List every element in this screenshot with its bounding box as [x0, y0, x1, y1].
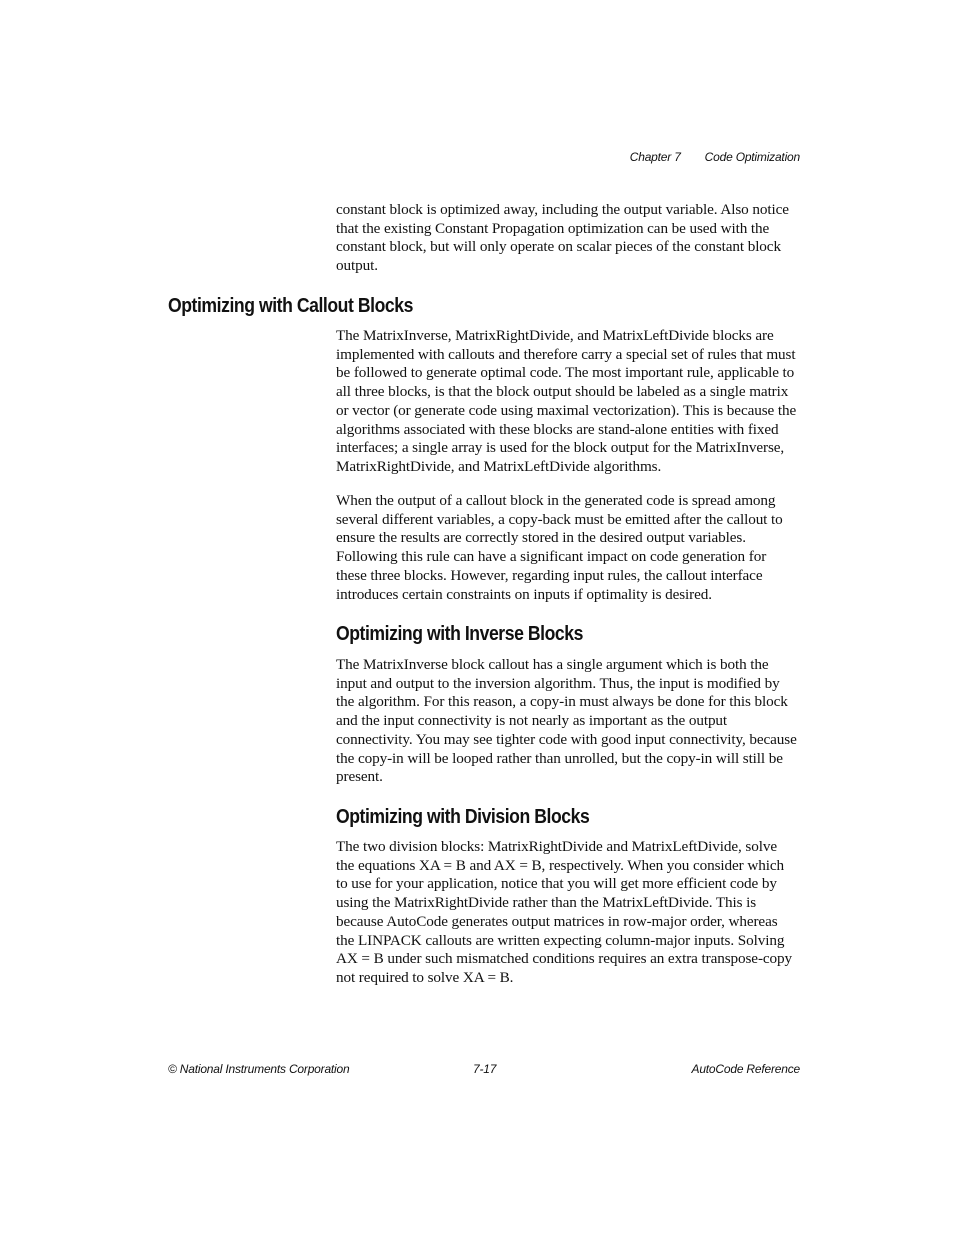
intro-paragraph: constant block is optimized away, including the output variable. Also notice that the existing Constant Propagation optimization can be used with the constant block, but will only operate on scalar pieces of the constant block output. [336, 201, 789, 275]
footer-page-number: 7-17 [473, 1062, 497, 1076]
division-paragraph: The two division blocks: MatrixRightDivide and MatrixLeftDivide, solve the equations XA = B and AX = B, respectively. When you consider which to use for your application, notice that you will get more efficient code by using the MatrixRightDivide rather than the MatrixLeftDivide. This is because AutoCode generates output matrices in row-major order, whereas the LINPACK callouts are written expecting column-major inputs. Solving AX = B under such mismatched conditions requires an extra transpose-copy not required to solve XA = B. [336, 838, 793, 986]
heading-division-blocks: Optimizing with Division Blocks [336, 806, 590, 828]
running-header [630, 150, 800, 164]
heading-inverse-blocks: Optimizing with Inverse Blocks [336, 623, 583, 645]
inverse-paragraph: The MatrixInverse block callout has a single argument which is both the input and output to the inversion algorithm. Thus, the input is modified by the algorithm. For this reason, a copy-in must always be done for this block and the input connectivity is not nearly as important as the output connectivity. You may see tighter code with good input connectivity, because the copy-in will be looped rather than unrolled, but the copy-in will still be present. [336, 656, 797, 786]
header-chapter: Chapter 7 [629, 150, 681, 164]
callout-paragraph-2: When the output of a callout block in the generated code is spread among several different variables, a copy-back must be emitted after the callout to ensure the results are correctly stored in the desired output variables. Following this rule can have a significant impact on code generation for these three blocks. However, regarding input rules, the callout interface introduces certain constraints on inputs if optimality is desired. [336, 492, 783, 603]
heading-callout-blocks: Optimizing with Callout Blocks [168, 295, 413, 317]
footer-copyright: © National Instruments Corporation [168, 1062, 350, 1076]
footer-book-title: AutoCode Reference [691, 1062, 800, 1076]
callout-paragraph-1: The MatrixInverse, MatrixRightDivide, and MatrixLeftDivide blocks are implemented with callouts and therefore carry a special set of rules that must be followed to generate optimal code. The most important rule, applicable to all three blocks, is that the block output should be labeled as a single matrix or vector (or generate code using maximal vectorization). This is because the algorithms associated with these blocks are stand-alone entities with fixed interfaces; a single array is used for the block output for the MatrixInverse, MatrixRightDivide, and MatrixLeftDivide algorithms. [336, 327, 797, 475]
header-section: Code Optimization [704, 150, 800, 164]
